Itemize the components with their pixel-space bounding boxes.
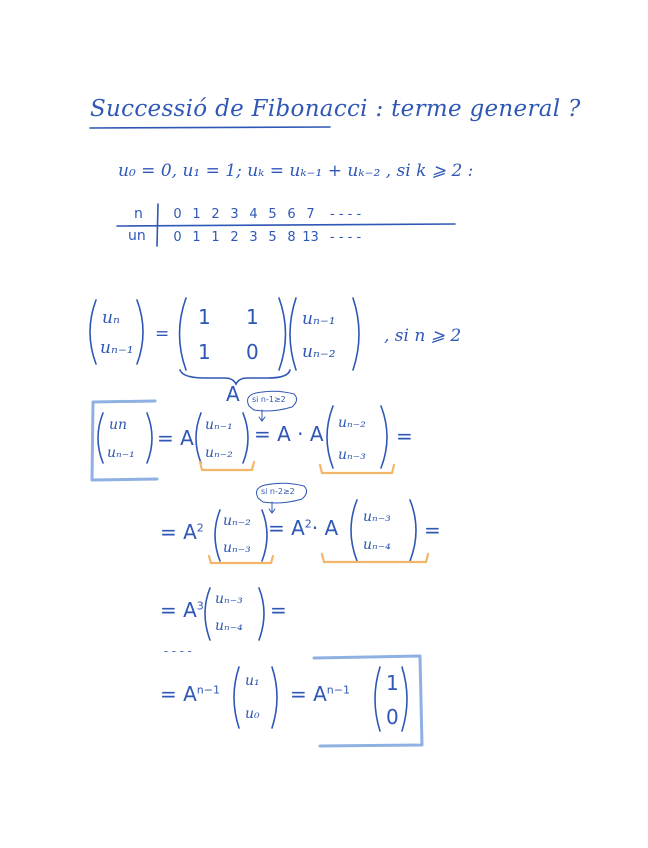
paren-lhs-left: [90, 300, 96, 364]
table-u-value: 1: [211, 230, 220, 245]
table-n-value: 2: [211, 207, 220, 222]
l2-v2-right: [410, 500, 416, 561]
l1-lhs-right: [147, 413, 152, 463]
matrix-lhs-bottom: uₙ₋₁: [100, 338, 134, 358]
l1-trailing-equals: =: [396, 424, 413, 448]
orange-bracket-2: [320, 465, 394, 473]
l4-r-left: [375, 667, 380, 731]
l2-equals-A2-dot-A: = $A^2\cdot A$: [268, 516, 339, 540]
matrix-A-entry: 0: [246, 340, 259, 364]
l1-equals-A: = A: [157, 426, 194, 450]
paren-lhs-right: [137, 300, 143, 364]
table-vline: [157, 204, 158, 246]
table-hline: [117, 224, 455, 226]
l1-lhs-top: un: [109, 417, 128, 433]
l3-vec-bottom: uₙ₋₄: [215, 618, 243, 634]
table-n-value: 1: [192, 207, 201, 222]
table-n-value: 4: [249, 207, 258, 222]
l1-vec2-top: uₙ₋₂: [338, 415, 366, 431]
l2-vec1-top: uₙ₋₂: [223, 513, 251, 529]
l3-equals-A3: = $A^3$: [160, 598, 204, 622]
table-n-value: 0: [173, 207, 182, 222]
l2-vec1-bottom: uₙ₋₃: [223, 540, 251, 556]
l1-lhs-left: [98, 413, 103, 463]
orange-bracket-3: [209, 556, 273, 563]
equals-sign: =: [155, 324, 170, 344]
l1-vec1-top: uₙ₋₁: [205, 417, 233, 433]
matrix-condition: , si n ⩾ 2: [384, 326, 462, 346]
matrix-rhs-bottom: uₙ₋₂: [302, 342, 336, 362]
table-n-ellipsis: - - - -: [330, 207, 362, 222]
table-n-value: 5: [268, 207, 277, 222]
l1-v1-left: [196, 413, 201, 463]
l2-v2-left: [351, 500, 357, 561]
l2-v1-left: [215, 510, 220, 561]
table-u-value: 3: [249, 230, 258, 245]
paren-A-left: [180, 298, 187, 370]
matrix-A-entry: 1: [198, 305, 211, 329]
l2-vec2-top: uₙ₋₃: [363, 509, 391, 525]
l4-result-bottom: 0: [386, 705, 399, 729]
l4-vec-bottom: u₀: [245, 706, 260, 722]
note-arrow-1: [259, 410, 265, 421]
page-title: Successió de Fibonacci : terme general ?: [90, 96, 581, 122]
blue-box-left: [92, 401, 157, 480]
table-u-value: 1: [192, 230, 201, 245]
l4-vec-top: u₁: [245, 673, 260, 689]
l3-v-right: [259, 588, 264, 640]
table-u-value: 13: [302, 230, 319, 245]
l4-r-right: [402, 667, 407, 731]
l1-v2-right: [381, 406, 387, 468]
paren-rhs-left: [290, 298, 296, 370]
recurrence-definition: u₀ = 0, u₁ = 1; uₖ = uₖ₋₁ + uₖ₋₂ , si k ⩾ 2 :: [118, 161, 474, 181]
l2-v1-right: [262, 510, 267, 561]
matrix-rhs-top: uₙ₋₁: [302, 309, 336, 329]
table-u-value: 2: [230, 230, 239, 245]
table-u-ellipsis: - - - -: [330, 230, 362, 245]
table-u-value: 0: [173, 230, 182, 245]
table-u-value: 8: [287, 230, 296, 245]
l1-v2-left: [327, 406, 333, 468]
table-n-value: 3: [230, 207, 239, 222]
continuation-dots: - - - -: [164, 644, 192, 658]
table-label-n: n: [134, 206, 143, 222]
table-u-value: 5: [268, 230, 277, 245]
note-arrow-2: [269, 502, 275, 513]
paren-rhs-right: [353, 298, 359, 370]
orange-bracket-1: [200, 462, 254, 470]
l1-vec2-bottom: uₙ₋₃: [338, 447, 366, 463]
table-n-value: 7: [306, 207, 315, 222]
l2-equals-A2: = $A^2$: [160, 520, 204, 544]
title-underline: [90, 127, 330, 128]
matrix-A-entry: 1: [198, 340, 211, 364]
table-label-un: un: [128, 228, 146, 244]
l4-v-left: [234, 667, 239, 728]
l1-lhs-bottom: uₙ₋₁: [107, 445, 135, 461]
l3-vec-top: uₙ₋₃: [215, 591, 243, 607]
matrix-A-label: A: [226, 382, 240, 406]
l3-trailing-equals: =: [270, 598, 287, 622]
l1-vec1-bottom: uₙ₋₂: [205, 445, 233, 461]
l3-v-left: [205, 588, 210, 640]
l1-equals-A-dot-A: = A · A: [254, 422, 324, 446]
l2-trailing-equals: =: [424, 518, 441, 542]
l2-note: si n-2≥2: [261, 487, 295, 496]
matrix-lhs-top: uₙ: [102, 308, 120, 328]
orange-bracket-4: [322, 554, 428, 562]
l4-v-right: [272, 667, 277, 728]
table-n-value: 6: [287, 207, 296, 222]
l1-v1-right: [243, 413, 248, 463]
l4-equals-An-1-result: = $A^{n-1}$: [290, 682, 350, 706]
l1-note: si n-1≥2: [252, 395, 286, 404]
l4-equals-An-1: = $A^{n-1}$: [160, 682, 220, 706]
paren-A-right: [279, 298, 286, 370]
matrix-A-entry: 1: [246, 305, 259, 329]
l2-vec2-bottom: uₙ₋₄: [363, 537, 391, 553]
l4-result-top: 1: [386, 671, 399, 695]
